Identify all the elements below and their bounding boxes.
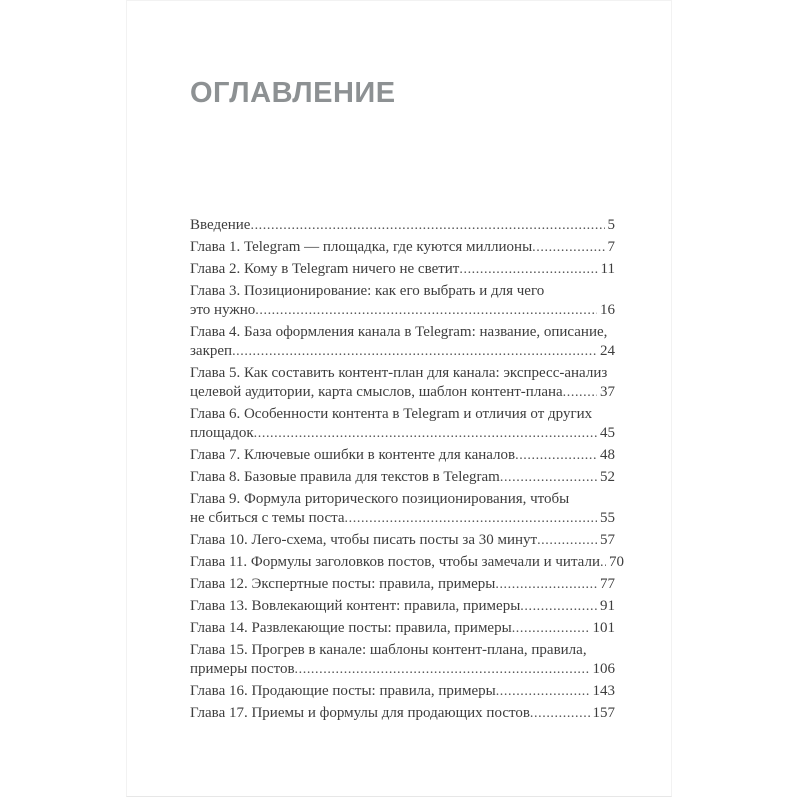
book-page	[126, 0, 672, 797]
dot-leader	[530, 704, 590, 723]
toc-page-number: 24	[600, 343, 615, 359]
dot-leader	[512, 619, 590, 638]
toc-entry-text: это нужно	[190, 302, 256, 318]
toc-entry-text: Глава 3. Позиционирование: как его выбрать и для чего	[190, 283, 545, 299]
dot-leader	[532, 238, 604, 257]
toc-line	[190, 597, 615, 616]
dot-leader	[500, 468, 597, 487]
toc-entry	[190, 282, 615, 320]
toc-entry	[190, 238, 615, 257]
toc-page-number: 5	[607, 217, 615, 233]
toc-page-number: 70	[609, 554, 624, 570]
toc-line	[190, 216, 615, 235]
toc-page-number: 157	[592, 705, 615, 721]
toc-list	[190, 216, 624, 723]
toc-entry-text: площадок	[190, 425, 254, 441]
toc-entry-text: Введение	[190, 217, 251, 233]
dot-leader	[254, 424, 597, 443]
dot-leader	[345, 509, 597, 528]
toc-page-number: 77	[600, 576, 615, 592]
toc-entry-text: Глава 4. База оформления канала в Telegram: название, описание,	[190, 324, 608, 340]
toc-entry	[190, 641, 615, 679]
toc-entry-text: Глава 9. Формула риторического позиционирования, чтобы	[190, 491, 570, 507]
toc-line	[190, 641, 615, 660]
dot-leader	[250, 216, 604, 235]
toc-entry	[190, 405, 615, 443]
toc-line	[190, 575, 615, 594]
toc-entry	[190, 619, 615, 638]
toc-entry-text: примеры постов	[190, 661, 295, 677]
toc-entry-text: Глава 6. Особенности контента в Telegram и отличия от других	[190, 406, 593, 422]
toc-entry	[190, 260, 615, 279]
dot-leader	[515, 446, 597, 465]
toc-line	[190, 619, 615, 638]
toc-entry	[190, 323, 615, 361]
toc-page-number: 45	[600, 425, 615, 441]
toc-page-number: 101	[592, 620, 615, 636]
toc-page-number: 52	[600, 469, 615, 485]
toc-line	[190, 282, 615, 301]
toc-page-number: 11	[600, 261, 615, 277]
toc-line	[190, 682, 615, 701]
dot-leader	[495, 575, 597, 594]
dot-leader	[459, 260, 597, 279]
toc-entry-text: не сбиться с темы поста	[190, 510, 345, 526]
toc-line	[190, 364, 615, 383]
toc-line	[190, 553, 624, 572]
toc-page-number: 106	[592, 661, 615, 677]
dot-leader	[537, 531, 597, 550]
toc-entry-text: Глава 17. Приемы и формулы для продающих постов	[190, 705, 530, 721]
toc-page-number: 143	[592, 683, 615, 699]
page-title: ОГЛАВЛЕНИЕ	[190, 77, 396, 109]
toc-entry-text: Глава 15. Прогрев в канале: шаблоны контент-плана, правила,	[190, 642, 587, 658]
toc-line	[190, 383, 615, 402]
toc-entry-text: Глава 14. Развлекающие посты: правила, примеры	[190, 620, 512, 636]
toc-entry	[190, 704, 615, 723]
toc-page-number: 57	[600, 532, 615, 548]
toc-entry-text: Глава 12. Экспертные посты: правила, примеры	[190, 576, 496, 592]
dot-leader	[255, 301, 597, 320]
toc-page-number: 7	[607, 239, 615, 255]
toc-line	[190, 323, 615, 342]
toc-page-number: 91	[600, 598, 615, 614]
toc-entry	[190, 682, 615, 701]
toc-page-number: 37	[600, 384, 615, 400]
dot-leader	[232, 342, 597, 361]
toc-line	[190, 446, 615, 465]
toc-line	[190, 424, 615, 443]
toc-entry-text: Глава 2. Кому в Telegram ничего не светит	[190, 261, 460, 277]
toc-entry-text: Глава 8. Базовые правила для текстов в Telegram	[190, 469, 500, 485]
toc-entry-text: Глава 1. Telegram — площадка, где куются миллионы	[190, 239, 533, 255]
toc-line	[190, 238, 615, 257]
toc-entry	[190, 468, 615, 487]
dot-leader	[563, 383, 597, 402]
toc-line	[190, 660, 615, 679]
toc-entry	[190, 575, 615, 594]
toc-entry-text: Глава 16. Продающие посты: правила, примеры	[190, 683, 496, 699]
toc-entry	[190, 364, 615, 402]
toc-line	[190, 260, 615, 279]
toc-page-number: 16	[600, 302, 615, 318]
toc-entry-text: Глава 10. Лего-схема, чтобы писать посты за 30 минут	[190, 532, 538, 548]
toc-line	[190, 490, 615, 509]
toc-entry	[190, 446, 615, 465]
toc-entry-text: Глава 7. Ключевые ошибки в контенте для каналов	[190, 447, 516, 463]
toc-line	[190, 405, 615, 424]
toc-entry	[190, 531, 615, 550]
toc-entry-text: целевой аудитории, карта смыслов, шаблон контент-плана	[190, 384, 563, 400]
toc-entry-text: закреп	[190, 343, 233, 359]
toc-entry	[190, 216, 615, 235]
toc-line	[190, 531, 615, 550]
toc-line	[190, 342, 615, 361]
toc-entry	[190, 553, 624, 572]
toc-entry-text: Глава 5. Как составить контент-план для канала: экспресс-анализ	[190, 365, 608, 381]
dot-leader	[496, 682, 590, 701]
toc-entry-text: Глава 13. Вовлекающий контент: правила, примеры	[190, 598, 521, 614]
toc-line	[190, 468, 615, 487]
toc-entry-text: Глава 11. Формулы заголовков постов, чтобы замечали и читали	[190, 554, 600, 570]
toc-page-number: 55	[600, 510, 615, 526]
toc-entry	[190, 490, 615, 528]
dot-leader	[295, 660, 590, 679]
toc-page-number: 48	[600, 447, 615, 463]
toc-line	[190, 509, 615, 528]
toc-line	[190, 704, 615, 723]
dot-leader	[520, 597, 597, 616]
toc-entry	[190, 597, 615, 616]
toc-line	[190, 301, 615, 320]
